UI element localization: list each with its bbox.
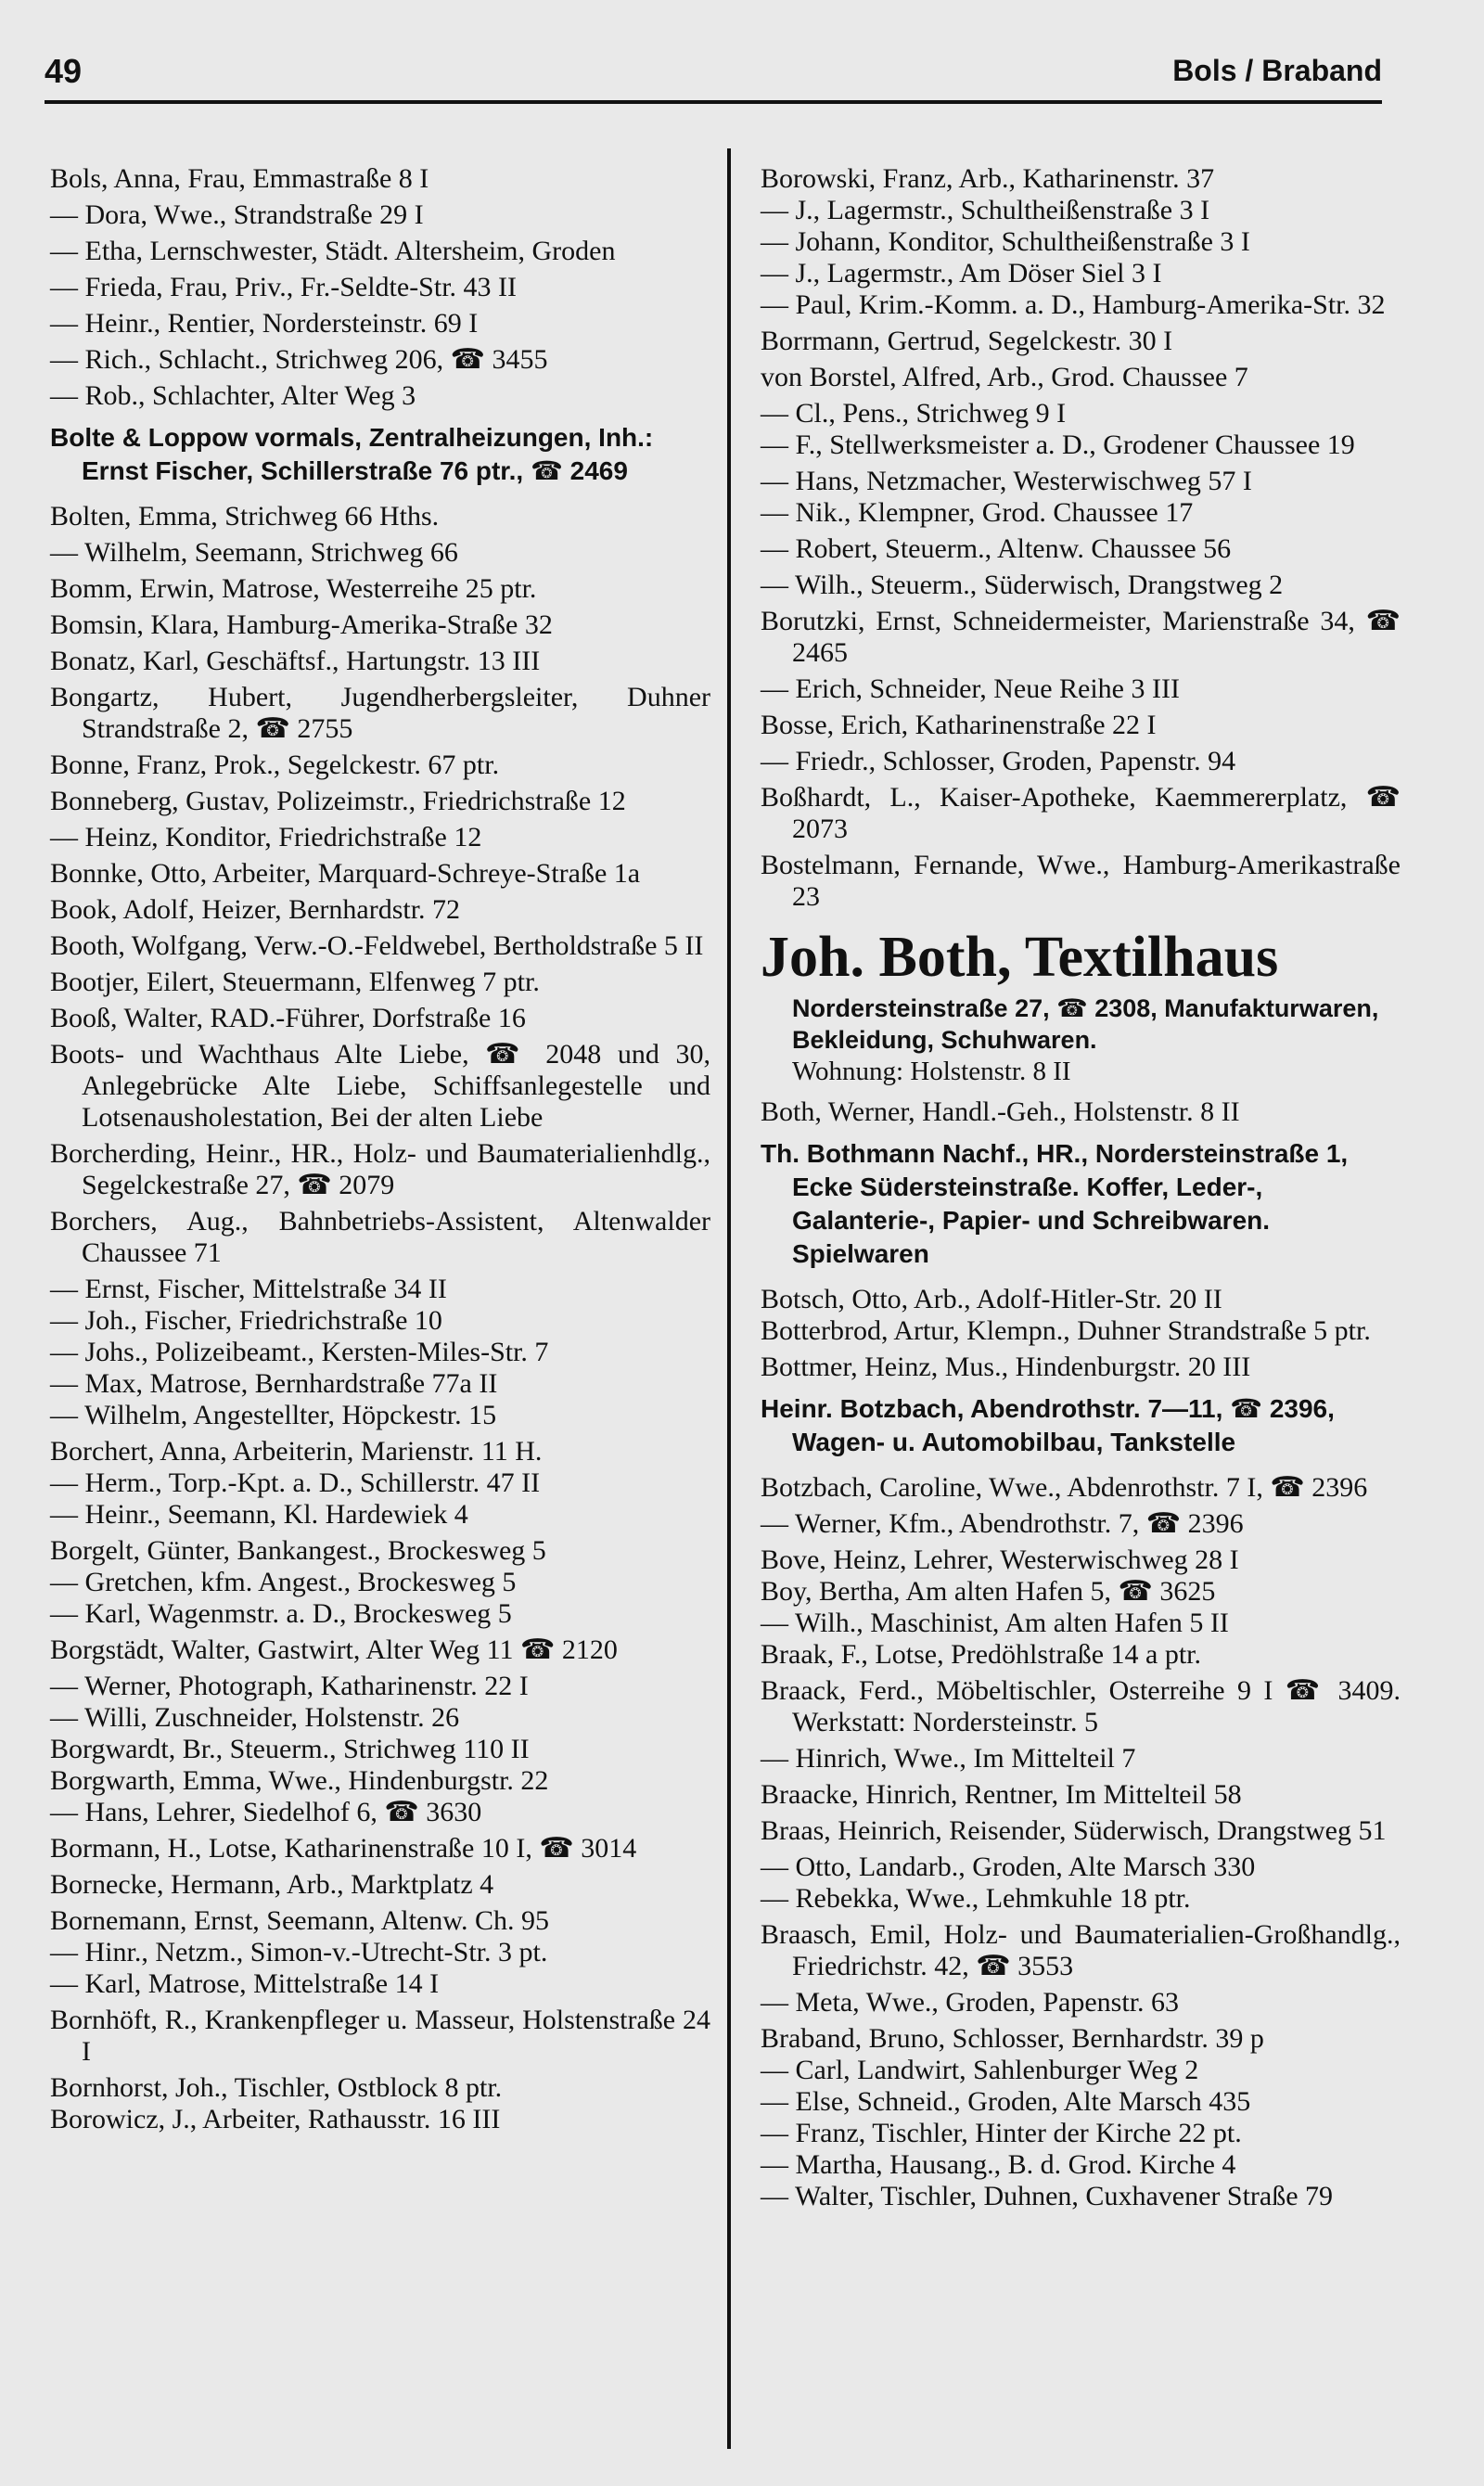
directory-entry: Both, Werner, Handl.-Geh., Holstenstr. 8 II (761, 1096, 1240, 1127)
directory-entry: Borgwarth, Emma, Wwe., Hindenburgstr. 22 (50, 1765, 549, 1796)
directory-entry: Botterbrod, Artur, Klempn., Duhner Strandstraße 5 ptr. (761, 1315, 1371, 1346)
directory-entry: — J., Lagermstr., Am Döser Siel 3 I (761, 258, 1162, 288)
directory-entry: Borchert, Anna, Arbeiterin, Marienstr. 11 H. (50, 1436, 543, 1467)
directory-entry: — Hans, Lehrer, Siedelhof 6, ☎ 3630 (50, 1797, 482, 1827)
directory-entry: — Paul, Krim.-Komm. a. D., Hamburg-Amerika-Str. 32 (761, 289, 1386, 320)
left-column (50, 163, 710, 2135)
directory-entry: Bornhöft, R., Krankenpfleger u. Masseur, Holstenstraße 24 I (50, 2005, 710, 2067)
directory-entry: — Carl, Landwirt, Sahlenburger Weg 2 (761, 2055, 1199, 2085)
directory-entry: Bove, Heinz, Lehrer, Westerwischweg 28 I (761, 1544, 1239, 1575)
directory-entry: Boots- und Wachthaus Alte Liebe, ☎ 2048 und 30, Anlegebrücke Alte Liebe, Schiffsanlegestelle und Lotsenausholestation, Bei der alten Liebe (50, 1039, 710, 1133)
directory-entry: Borowicz, J., Arbeiter, Rathausstr. 16 III (50, 2104, 501, 2134)
directory-entry: Borgelt, Günter, Bankangest., Brockesweg 5 (50, 1535, 546, 1566)
firm-entry: Heinr. Botzbach, Abendrothstr. 7—11, ☎ 2396, Wagen- u. Automobilbau, Tankstelle (761, 1394, 1335, 1456)
directory-entry: — Joh., Fischer, Friedrichstraße 10 (50, 1305, 442, 1336)
directory-entry: — Hans, Netzmacher, Westerwischweg 57 I (761, 466, 1252, 496)
directory-entry: Bonne, Franz, Prok., Segelckestr. 67 ptr. (50, 750, 500, 780)
directory-entry: — Martha, Hausang., B. d. Grod. Kirche 4 (761, 2149, 1236, 2180)
directory-entry: — Rebekka, Wwe., Lehmkuhle 18 ptr. (761, 1883, 1191, 1914)
directory-entry: Bootjer, Eilert, Steuermann, Elfenweg 7 ptr. (50, 967, 540, 997)
directory-entry: Bottmer, Heinz, Mus., Hindenburgstr. 20 III (761, 1352, 1251, 1382)
directory-entry: — Erich, Schneider, Neue Reihe 3 III (761, 673, 1180, 704)
page-number: 49 (45, 52, 83, 90)
page-header (45, 48, 1382, 104)
directory-entry: Bolten, Emma, Strichweg 66 Hths. (50, 501, 440, 532)
directory-entry: Book, Adolf, Heizer, Bernhardstr. 72 (50, 894, 461, 925)
directory-entry: — Rich., Schlacht., Strichweg 206, ☎ 3455 (50, 344, 548, 375)
directory-entry: Bostelmann, Fernande, Wwe., Hamburg-Amerikastraße 23 (761, 850, 1401, 912)
directory-entry: Borchers, Aug., Bahnbetriebs-Assistent, Altenwalder Chaussee 71 (50, 1206, 710, 1268)
firm-advert-title: Joh. Both, Textilhaus (761, 926, 1279, 989)
firm-advert-details: Nordersteinstraße 27, ☎ 2308, Manufakturwaren, Bekleidung, Schuhwaren. (792, 994, 1379, 1054)
directory-entry: Braas, Heinrich, Reisender, Süderwisch, Drangstweg 51 (761, 1815, 1387, 1846)
directory-entry: — Frieda, Frau, Priv., Fr.-Seldte-Str. 43 II (50, 272, 518, 302)
directory-entry: — Nik., Klempner, Grod. Chaussee 17 (761, 497, 1194, 528)
directory-entry: Botsch, Otto, Arb., Adolf-Hitler-Str. 20 II (761, 1284, 1222, 1314)
directory-entry: Bonnke, Otto, Arbeiter, Marquard-Schreye-Straße 1a (50, 858, 641, 889)
directory-entry: Botzbach, Caroline, Wwe., Abdenrothstr. 7 I, ☎ 2396 (761, 1472, 1368, 1503)
directory-entry: — Werner, Photograph, Katharinenstr. 22 I (50, 1671, 529, 1701)
column-divider (727, 148, 731, 2449)
directory-entry: — Rob., Schlachter, Alter Weg 3 (50, 380, 416, 411)
directory-entry: — Dora, Wwe., Strandstraße 29 I (50, 199, 424, 230)
directory-entry: — Johs., Polizeibeamt., Kersten-Miles-Str. 7 (50, 1337, 549, 1367)
directory-entry: Bongartz, Hubert, Jugendherbergsleiter, Duhner Strandstraße 2, ☎ 2755 (50, 682, 710, 744)
directory-entry: — J., Lagermstr., Schultheißenstraße 3 I (761, 195, 1210, 225)
directory-entry: — Otto, Landarb., Groden, Alte Marsch 330 (761, 1852, 1256, 1882)
directory-entry: Boy, Bertha, Am alten Hafen 5, ☎ 3625 (761, 1576, 1216, 1607)
directory-entry: — Herm., Torp.-Kpt. a. D., Schillerstr. 47 II (50, 1467, 541, 1498)
directory-entry: — Friedr., Schlosser, Groden, Papenstr. 94 (761, 746, 1236, 776)
directory-entry: Bols, Anna, Frau, Emmastraße 8 I (50, 163, 429, 194)
directory-entry: — Max, Matrose, Bernhardstraße 77a II (50, 1368, 498, 1399)
directory-entry: — Wilh., Steuerm., Süderwisch, Drangstweg 2 (761, 570, 1284, 600)
directory-entry: — Gretchen, kfm. Angest., Brockesweg 5 (50, 1567, 517, 1597)
directory-entry: Borowski, Franz, Arb., Katharinenstr. 37 (761, 163, 1215, 194)
directory-entry: — Hinrich, Wwe., Im Mittelteil 7 (761, 1743, 1136, 1774)
directory-entry: — Meta, Wwe., Groden, Papenstr. 63 (761, 1987, 1180, 2018)
directory-entry: Booß, Walter, RAD.-Führer, Dorfstraße 16 (50, 1003, 526, 1033)
directory-entry: Bornhorst, Joh., Tischler, Ostblock 8 ptr. (50, 2072, 503, 2103)
directory-entry: — Willi, Zuschneider, Holstenstr. 26 (50, 1702, 460, 1733)
directory-entry: — Werner, Kfm., Abendrothstr. 7, ☎ 2396 (761, 1508, 1244, 1539)
directory-entry: — Wilhelm, Seemann, Strichweg 66 (50, 537, 458, 568)
directory-entry: Boßhardt, L., Kaiser-Apotheke, Kaemmererplatz, ☎ 2073 (761, 782, 1401, 844)
directory-entry: Bomm, Erwin, Matrose, Westerreihe 25 ptr. (50, 573, 537, 604)
firm-entry: Bolte & Loppow vormals, Zentralheizungen, Inh.: Ernst Fischer, Schillerstraße 76 ptr., ☎ 2469 (50, 423, 654, 485)
directory-entry: — Cl., Pens., Strichweg 9 I (761, 398, 1067, 429)
directory-entry: Borrmann, Gertrud, Segelckestr. 30 I (761, 326, 1173, 356)
directory-entry: Braband, Bruno, Schlosser, Bernhardstr. 39 p (761, 2023, 1264, 2054)
directory-entry: — Else, Schneid., Groden, Alte Marsch 435 (761, 2086, 1251, 2117)
directory-entry: — Johann, Konditor, Schultheißenstraße 3 I (761, 226, 1250, 257)
directory-entry: — Karl, Wagenmstr. a. D., Brockesweg 5 (50, 1598, 512, 1629)
directory-entry: — Ernst, Fischer, Mittelstraße 34 II (50, 1274, 447, 1304)
directory-entry: — Heinr., Rentier, Nordersteinstr. 69 I (50, 308, 479, 339)
directory-entry: — Etha, Lernschwester, Städt. Altersheim, Groden (50, 236, 616, 266)
directory-entry: Bonneberg, Gustav, Polizeimstr., Friedrichstraße 12 (50, 786, 626, 816)
running-head: Bols / Braband (1172, 54, 1382, 87)
directory-entry: — Heinz, Konditor, Friedrichstraße 12 (50, 822, 482, 852)
firm-entry: Th. Bothmann Nachf., HR., Nordersteinstraße 1, Ecke Südersteinstraße. Koffer, Leder-, Galanterie-, Papier- und Schreibwaren. Spielwaren (761, 1139, 1349, 1268)
directory-entry: Borgstädt, Walter, Gastwirt, Alter Weg 11 ☎ 2120 (50, 1634, 618, 1665)
directory-entry: — Franz, Tischler, Hinter der Kirche 22 pt. (761, 2118, 1242, 2148)
directory-entry: — Hinr., Netzm., Simon-v.-Utrecht-Str. 3 pt. (50, 1937, 548, 1967)
directory-entry: — Heinr., Seemann, Kl. Hardewiek 4 (50, 1499, 468, 1530)
directory-entry: Bomsin, Klara, Hamburg-Amerika-Straße 32 (50, 609, 553, 640)
directory-entry: — Walter, Tischler, Duhnen, Cuxhavener Straße 79 (761, 2181, 1334, 2211)
directory-entry: — Wilhelm, Angestellter, Höpckestr. 15 (50, 1400, 497, 1430)
directory-entry: Booth, Wolfgang, Verw.-O.-Feldwebel, Bertholdstraße 5 II (50, 930, 704, 961)
directory-entry: Braacke, Hinrich, Rentner, Im Mittelteil 58 (761, 1779, 1242, 1810)
directory-entry: — Wilh., Maschinist, Am alten Hafen 5 II (761, 1608, 1229, 1638)
firm-advert-residence: Wohnung: Holstenstr. 8 II (792, 1057, 1071, 1086)
directory-entry: Bornemann, Ernst, Seemann, Altenw. Ch. 95 (50, 1905, 549, 1936)
directory-entry: — F., Stellwerksmeister a. D., Grodener Chaussee 19 (761, 429, 1355, 460)
directory-entry: von Borstel, Alfred, Arb., Grod. Chaussee 7 (761, 362, 1248, 392)
directory-entry: Bosse, Erich, Katharinenstraße 22 I (761, 710, 1157, 740)
directory-entry: Bornecke, Hermann, Arb., Marktplatz 4 (50, 1869, 494, 1900)
directory-entry: Borcherding, Heinr., HR., Holz- und Baumaterialienhdlg., Segelckestraße 27, ☎ 2079 (50, 1138, 710, 1200)
directory-entry: — Karl, Matrose, Mittelstraße 14 I (50, 1968, 440, 1999)
directory-entry: Borgwardt, Br., Steuerm., Strichweg 110 II (50, 1734, 530, 1764)
directory-entry: — Robert, Steuerm., Altenw. Chaussee 56 (761, 533, 1232, 564)
directory-entry: Bormann, H., Lotse, Katharinenstraße 10 I, ☎ 3014 (50, 1833, 637, 1864)
directory-entry: Braasch, Emil, Holz- und Baumaterialien-Großhandlg., Friedrichstr. 42, ☎ 3553 (761, 1919, 1401, 1981)
directory-entry: Braak, F., Lotse, Predöhlstraße 14 a ptr. (761, 1639, 1202, 1670)
directory-entry: Braack, Ferd., Möbeltischler, Osterreihe 9 I ☎ 3409. Werkstatt: Nordersteinstr. 5 (761, 1675, 1401, 1737)
right-column (761, 163, 1401, 2212)
directory-entry: Bonatz, Karl, Geschäftsf., Hartungstr. 13 III (50, 646, 541, 676)
directory-entry: Borutzki, Ernst, Schneidermeister, Marienstraße 34, ☎ 2465 (761, 606, 1401, 668)
